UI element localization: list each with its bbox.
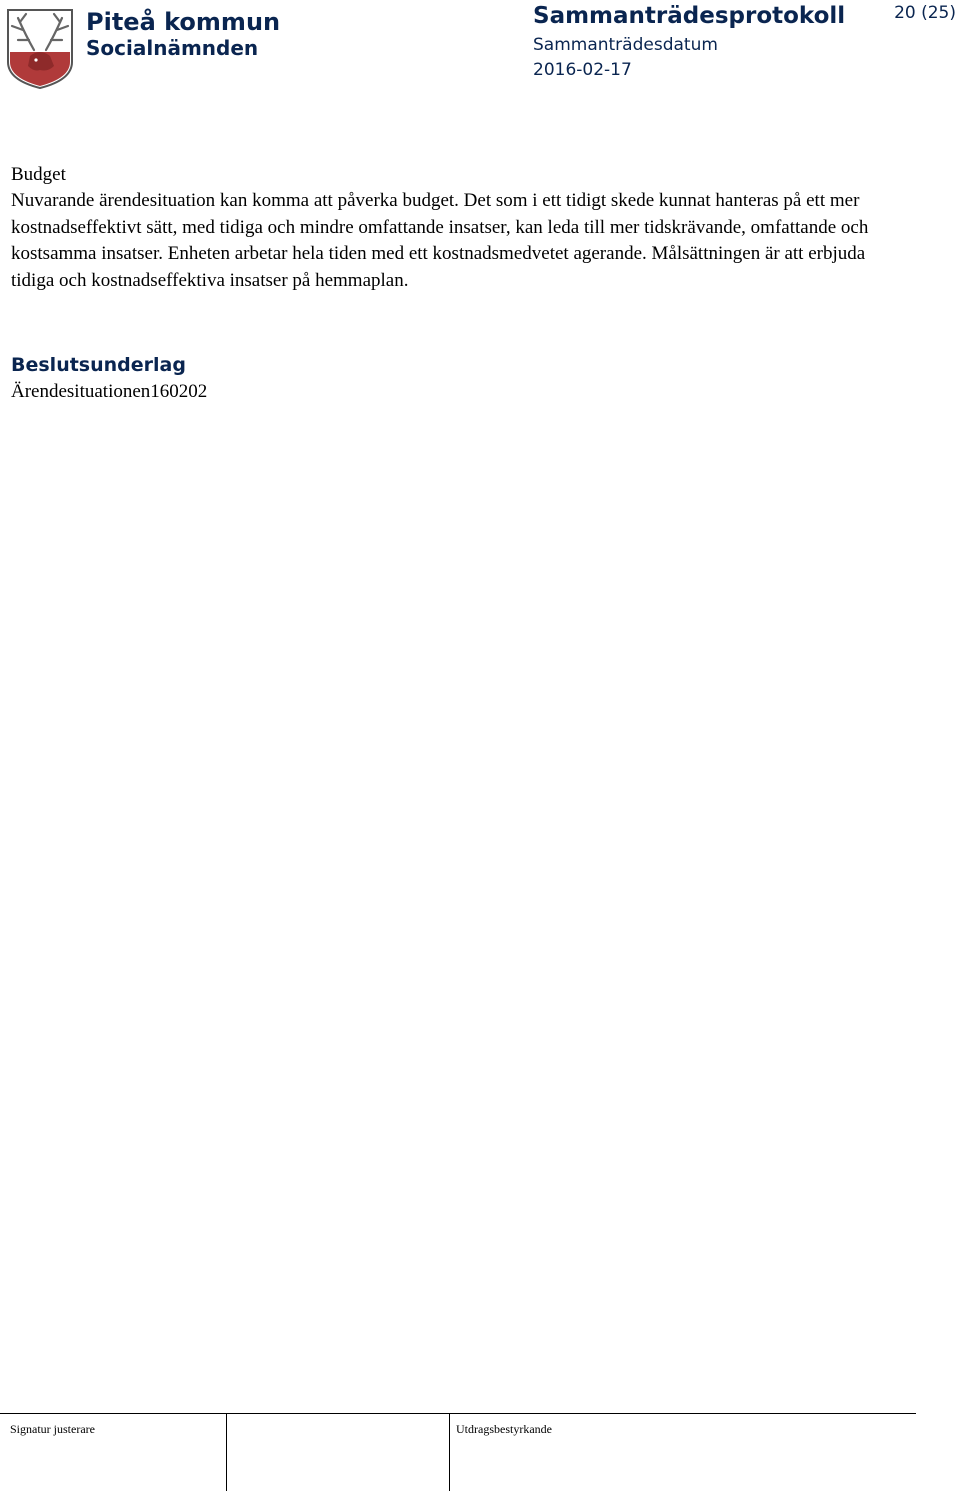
basis-heading: Beslutsunderlag [11, 354, 186, 377]
date-label: Sammanträdesdatum [533, 35, 718, 55]
signature-label: Signatur justerare [10, 1422, 95, 1436]
excerpt-cell [450, 1414, 916, 1491]
coat-of-arms-reindeer-icon [4, 6, 76, 90]
document-body [11, 161, 911, 406]
doc-title: Sammanträdesprotokoll [533, 3, 846, 29]
date-value: 2016-02-17 [533, 60, 632, 80]
signature-blank-cell [227, 1414, 450, 1491]
organization-block [86, 8, 280, 60]
budget-paragraph: Nuvarande ärendesituation kan komma att påverka budget. Det som i ett tidigt skede kunnat hanteras på ett mer kostnadseffektivt sätt, med tidiga och mindre omfattande insatser, kan leda till mer tidskrävande, omfattande och kostsamma insatser. Enheten arbetar hela tiden med ett kostnadsmedvetet agerande. Målsättningen är att erbjuda tidiga och kostnadseffektiva insatser på hemmaplan. [11, 190, 869, 291]
page-number: 20 (25) [894, 3, 956, 23]
excerpt-label: Utdragsbestyrkande [456, 1422, 552, 1436]
protocol-header [533, 2, 845, 81]
department-name: Socialnämnden [86, 36, 259, 60]
basis-item: Ärendesituationen160202 [11, 381, 208, 403]
section-heading: Budget [11, 164, 66, 185]
signature-cell [0, 1414, 227, 1491]
signature-footer [0, 1413, 916, 1491]
org-name: Piteå kommun [86, 8, 281, 36]
